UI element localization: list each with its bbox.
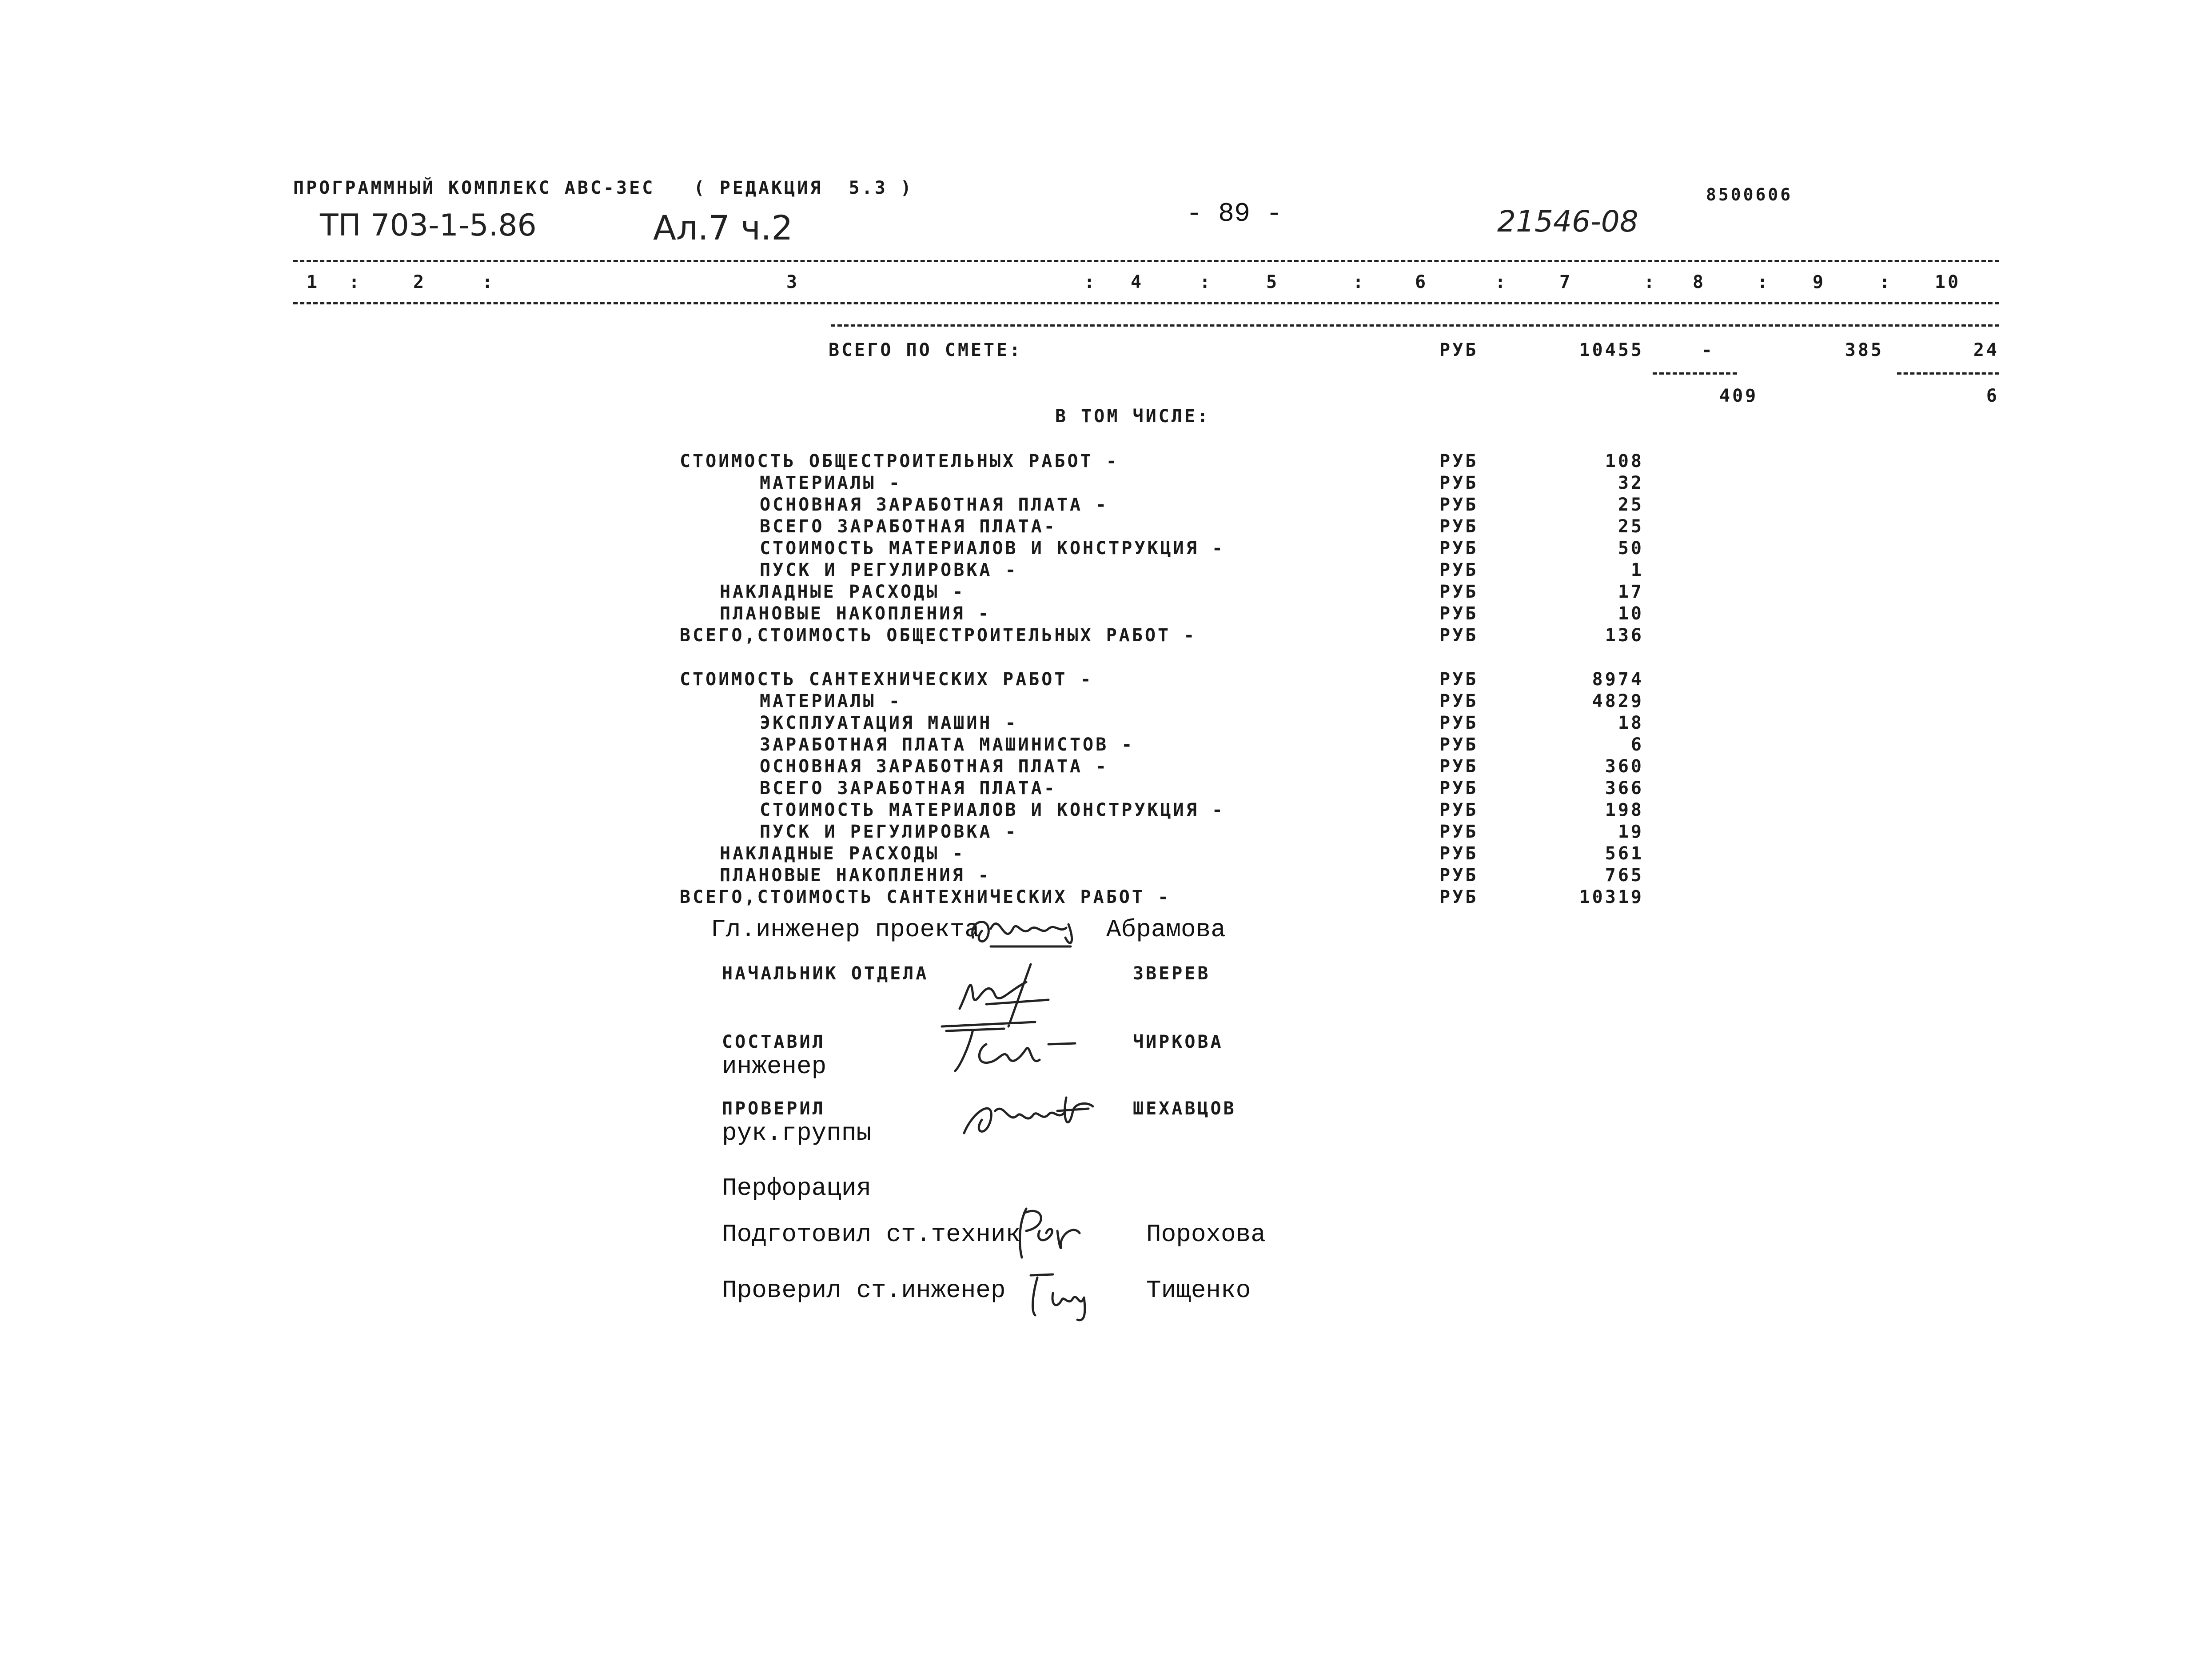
row-label: ВСЕГО,СТОИМОСТЬ САНТЕХНИЧЕСКИХ РАБОТ - [680,887,1171,907]
row-value: 360 [1605,756,1644,777]
checked-signature [955,1084,1106,1146]
column-number: 4 [1131,272,1144,292]
summary-col10: 24 [1973,340,1999,360]
row-label: МАТЕРИАЛЫ - [760,473,902,493]
summary-col10-rule [1897,372,1999,375]
perforation-checked-name: Тищенко [1146,1276,1251,1305]
column-number: 7 [1559,272,1573,292]
row-label: НАКЛАДНЫЕ РАСХОДЫ - [720,582,965,602]
including-heading: В ТОМ ЧИСЛЕ: [1055,406,1210,427]
row-unit: РУБ [1439,603,1479,624]
row-label: СТОИМОСТЬ ОБЩЕСТРОИТЕЛЬНЫХ РАБОТ - [680,451,1119,471]
row-unit: РУБ [1439,778,1479,799]
row-unit: РУБ [1439,625,1479,646]
compiled-title: инженер [722,1052,827,1081]
column-number: 1 [307,272,320,292]
row-label: ВСЕГО ЗАРАБОТНАЯ ПЛАТА- [760,516,1057,537]
row-label: ВСЕГО,СТОИМОСТЬ ОБЩЕСТРОИТЕЛЬНЫХ РАБОТ - [680,625,1197,646]
column-separator: : [1495,272,1508,292]
row-label: ПУСК И РЕГУЛИРОВКА - [760,822,1018,842]
checked-role: ПРОВЕРИЛ [722,1098,825,1119]
row-value: 10 [1618,603,1644,624]
program-header: ПРОГРАММНЫЙ КОМПЛЕКС АВС-3ЕС ( РЕДАКЦИЯ 5.3 ) [293,178,913,198]
summary-col8-rule [1653,372,1737,375]
chief-engineer-role: Гл.инженер проекта [711,915,980,944]
row-unit: РУБ [1439,560,1479,580]
perforation-prepared-name: Порохова [1146,1220,1266,1249]
album-label: Ал.7 ч.2 [653,208,793,248]
row-value: 108 [1605,451,1644,471]
row-unit: РУБ [1439,516,1479,537]
chief-engineer-name: Абрамова [1106,915,1226,944]
row-label: СТОИМОСТЬ САНТЕХНИЧЕСКИХ РАБОТ - [680,669,1093,690]
column-number: 8 [1693,272,1706,292]
row-unit: РУБ [1439,669,1479,690]
summary-label: ВСЕГО ПО СМЕТЕ: [829,340,1023,360]
row-label: ПЛАНОВЫЕ НАКОПЛЕНИЯ - [720,603,991,624]
row-unit: РУБ [1439,822,1479,842]
row-unit: РУБ [1439,451,1479,471]
column-separator: : [349,272,362,292]
row-label: НАКЛАДНЫЕ РАСХОДЫ - [720,843,965,864]
row-unit: РУБ [1439,495,1479,515]
row-unit: РУБ [1439,713,1479,733]
perforation-prepared-signature [1008,1200,1097,1262]
column-separator: : [1879,272,1893,292]
row-unit: РУБ [1439,843,1479,864]
column-number: 5 [1266,272,1279,292]
column-separator: : [1757,272,1770,292]
row-unit: РУБ [1439,887,1479,907]
doc-number: 21546-08 [1497,204,1638,239]
column-number: 10 [1935,272,1961,292]
row-label: ЭКСПЛУАТАЦИЯ МАШИН - [760,713,1018,733]
summary-unit: РУБ [1439,340,1479,360]
summary-col10-below: 6 [1986,386,1999,406]
row-value: 25 [1618,495,1644,515]
row-label: ОСНОВНАЯ ЗАРАБОТНАЯ ПЛАТА - [760,756,1109,777]
row-value: 19 [1618,822,1644,842]
perforation-prepared-role: Подготовил ст.техник [722,1220,1021,1249]
row-value: 561 [1605,843,1644,864]
column-separator: : [1644,272,1657,292]
row-label: ВСЕГО ЗАРАБОТНАЯ ПЛАТА- [760,778,1057,799]
row-unit: РУБ [1439,865,1479,886]
compiled-signature [933,1018,1084,1084]
compiled-name: ЧИРКОВА [1133,1032,1224,1052]
row-label: ЗАРАБОТНАЯ ПЛАТА МАШИНИСТОВ - [760,735,1135,755]
row-label: ОСНОВНАЯ ЗАРАБОТНАЯ ПЛАТА - [760,495,1109,515]
row-unit: РУБ [1439,582,1479,602]
row-value: 765 [1605,865,1644,886]
header-rule-mid [293,302,1999,304]
checked-title: рук.группы [722,1119,872,1147]
column-number: 3 [786,272,800,292]
summary-col7: 10455 [1579,340,1644,360]
chief-engineer-signature [964,906,1097,955]
row-unit: РУБ [1439,473,1479,493]
row-value: 10319 [1579,887,1644,907]
row-unit: РУБ [1439,735,1479,755]
row-label: ПУСК И РЕГУЛИРОВКА - [760,560,1018,580]
row-unit: РУБ [1439,800,1479,820]
row-value: 32 [1618,473,1644,493]
row-unit: РУБ [1439,538,1479,559]
checked-name: ШЕХАВЦОВ [1133,1098,1236,1119]
row-value: 198 [1605,800,1644,820]
perforation-title: Перфорация [722,1174,872,1202]
document-code: 8500606 [1706,185,1793,204]
summary-col9: 385 [1845,340,1884,360]
header-rule-top [293,260,1999,262]
row-value: 25 [1618,516,1644,537]
column-separator: : [1084,272,1097,292]
row-value: 50 [1618,538,1644,559]
project-number: ТП 703-1-5.86 [320,208,537,243]
perforation-checked-role: Проверил ст.инженер [722,1276,1006,1305]
row-label: СТОИМОСТЬ МАТЕРИАЛОВ И КОНСТРУКЦИЯ - [760,800,1225,820]
column-separator: : [482,272,495,292]
row-label: ПЛАНОВЫЕ НАКОПЛЕНИЯ - [720,865,991,886]
perforation-checked-signature [1017,1266,1106,1324]
row-label: МАТЕРИАЛЫ - [760,691,902,711]
row-unit: РУБ [1439,691,1479,711]
row-value: 18 [1618,713,1644,733]
head-role: НАЧАЛЬНИК ОТДЕЛА [722,963,929,984]
summary-col8-below: 409 [1719,386,1758,406]
header-rule-bottom [831,324,1999,327]
row-value: 6 [1630,735,1644,755]
row-value: 366 [1605,778,1644,799]
summary-col8: - [1702,340,1715,360]
row-value: 136 [1605,625,1644,646]
row-value: 8974 [1592,669,1644,690]
column-number: 2 [413,272,426,292]
column-number: 9 [1813,272,1826,292]
row-value: 4829 [1592,691,1644,711]
row-value: 1 [1630,560,1644,580]
compiled-role: СОСТАВИЛ [722,1032,825,1052]
row-value: 17 [1618,582,1644,602]
column-number: 6 [1415,272,1428,292]
column-separator: : [1200,272,1213,292]
row-label: СТОИМОСТЬ МАТЕРИАЛОВ И КОНСТРУКЦИЯ - [760,538,1225,559]
head-name: ЗВЕРЕВ [1133,963,1211,984]
column-separator: : [1353,272,1366,292]
page-number: - 89 - [1186,199,1283,229]
row-unit: РУБ [1439,756,1479,777]
